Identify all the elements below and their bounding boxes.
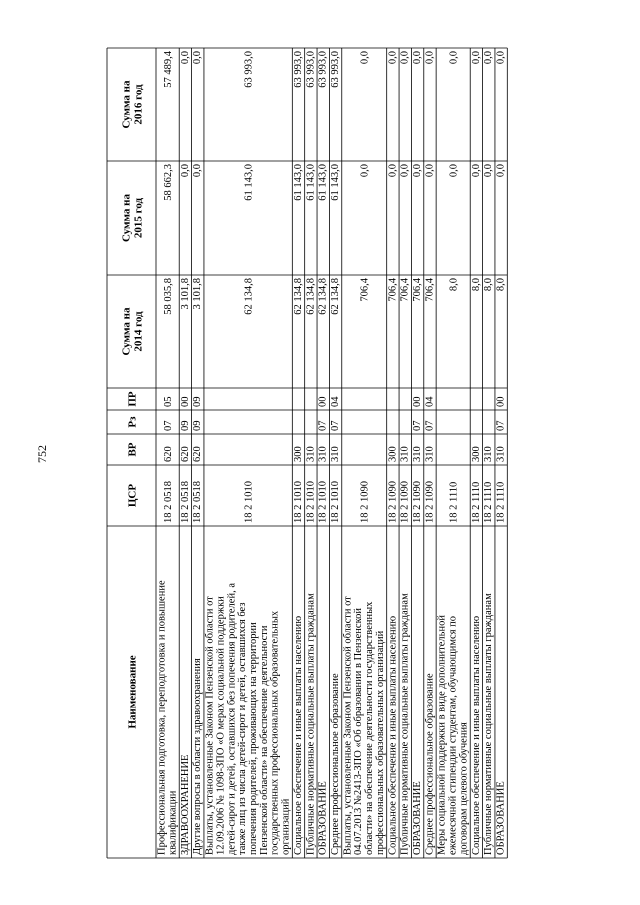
name-line: ОБРАЗОВАНИЕ [412,781,424,855]
table-row [424,51,435,855]
sum-2016-cell: 0,0 [424,51,436,65]
sum-2014-cell: 62 134,8 [317,278,329,315]
name-line: ежемесячной стипендии студентам, обучающимся по [447,615,459,855]
name-cell [412,781,423,855]
csr-cell: 18 2 1090 [387,481,399,523]
sum-2016-cell: 0,0 [192,51,204,65]
pr-cell: 00 [495,396,507,407]
sum-2015-cell: 0,0 [359,164,371,178]
sum-2015-cell: 0,0 [424,164,436,178]
vr-cell: 310 [483,446,495,462]
name-cell [387,616,398,855]
name-line: договорам целевого обучения [458,722,470,855]
rz-cell: 09 [179,420,191,431]
rz-cell: 09 [192,420,204,431]
name-cell [157,580,179,855]
rz-cell: 07 [317,420,329,431]
sum-2016-cell: 0,0 [387,51,399,65]
sum-2015-cell: 0,0 [192,164,204,178]
sum-2016-cell: 63 993,0 [317,51,329,88]
csr-cell: 18 2 0518 [163,481,175,523]
name-cell [496,781,507,855]
csr-cell: 18 2 1010 [243,481,255,523]
header-0: Наименование [126,655,139,729]
table-row [180,51,191,855]
vr-cell: 310 [412,446,424,462]
pr-cell: 00 [179,396,191,407]
table-row [318,51,329,855]
vr-cell: 310 [305,446,317,462]
table-row [157,50,179,855]
rz-cell: 07 [163,420,175,431]
name-line: Социальное обеспечение и иные выплаты населению [292,615,304,855]
table-row [496,51,507,855]
table-row [305,51,316,855]
csr-cell: 18 2 1090 [424,481,436,523]
sum-2015-cell: 0,0 [495,164,507,178]
name-cell [318,781,329,855]
vr-cell: 310 [317,446,329,462]
csr-cell: 18 2 1110 [483,481,495,523]
sum-2014-cell: 62 134,8 [243,278,255,315]
table-row [437,51,470,855]
rz-cell: 07 [412,420,424,431]
csr-cell: 18 2 1010 [305,481,317,523]
table-row [342,51,386,855]
sum-2015-cell: 0,0 [399,164,411,178]
name-cell [305,593,316,855]
page-number: 752 [35,445,49,463]
name-line: 12.09.2006 № 1098-ЗПО «О мерах социальной поддержки [215,596,227,855]
vr-cell: 310 [495,446,507,462]
budget-table [107,48,507,858]
name-line: профессиональных образовательных организаций [374,630,386,855]
name-cell [293,616,304,855]
rz-cell: 07 [495,420,507,431]
header-3: Рз [126,416,139,428]
csr-cell: 18 2 1090 [359,481,371,523]
vr-cell: 300 [387,446,399,462]
header-4: ПР [126,391,139,407]
name-line: также лиц из числа детей-сирот и детей, оставшихся без [237,602,249,855]
table-row [412,51,423,855]
header-7: Сумма на2016 год [120,80,145,129]
csr-cell: 18 2 1090 [399,481,411,523]
name-cell [342,596,386,855]
rz-cell: 07 [330,420,341,431]
name-line: попечения родителей, проживающих на территории [247,622,259,855]
name-line: ЗДРАВООХРАНЕНИЕ [179,754,191,855]
name-line: квалификации [167,790,179,855]
vr-cell: 620 [192,446,204,462]
sum-2015-cell: 61 143,0 [305,164,317,201]
vr-cell: 310 [399,446,411,462]
header-2: ВР [126,442,139,457]
sum-2014-cell: 58 035,8 [163,278,175,315]
vr-cell: 620 [163,446,175,462]
vr-cell: 300 [470,446,482,462]
sum-2014-cell: 706,4 [424,278,436,302]
sum-2014-cell: 3 101,8 [192,278,204,310]
csr-cell: 18 2 1010 [292,481,304,523]
sum-2015-cell: 0,0 [470,164,482,178]
name-cell [471,616,482,855]
table-row [330,51,341,855]
sum-2016-cell: 63 993,0 [305,51,317,88]
name-line: Среднее профессиональное образование [330,673,341,855]
name-line: ОБРАЗОВАНИЕ [495,781,507,855]
name-line: детей-сирот и детей, оставшихся без попечения родителей, а [226,583,238,855]
name-line: Выплаты, установленные Законом Пензенской области от [204,596,216,855]
sum-2016-cell: 0,0 [399,51,411,65]
csr-cell: 18 2 1110 [448,481,460,523]
sum-2016-cell: 63 993,0 [292,51,304,88]
name-cell [424,673,435,855]
name-line: организаций [280,798,292,855]
sum-2014-cell: 706,4 [412,278,424,302]
sum-2015-cell: 61 143,0 [330,164,341,201]
name-line: области» на обеспечение деятельности государственных [364,601,376,855]
name-line: Публичные нормативные социальные выплаты гражданам [305,593,317,855]
name-line: Социальное обеспечение и иные выплаты населению [470,615,482,855]
csr-cell: 18 2 0518 [192,481,204,523]
csr-cell: 18 2 1010 [330,481,341,523]
vr-cell: 310 [330,446,341,462]
name-line: Пензенской области» на обеспечение деятельности [258,625,270,855]
vr-cell: 300 [292,446,304,462]
sum-2016-cell: 0,0 [495,51,507,65]
sum-2014-cell: 62 134,8 [330,278,341,315]
sum-2016-cell: 0,0 [412,51,424,65]
pr-cell: 05 [163,396,175,407]
name-line: Профессиональная подготовка, переподготовка и повышение [156,580,168,855]
name-line: Социальное обеспечение и иные выплаты населению [387,615,399,855]
sum-2014-cell: 706,4 [399,278,411,302]
sum-2014-cell: 8,0 [495,278,507,292]
name-line: Меры социальной поддержки в виде дополнительной [436,615,448,855]
name-line: Среднее профессиональное образование [424,673,436,855]
table-row [293,51,304,855]
name-cell [205,583,292,855]
csr-cell: 18 2 1010 [317,481,329,523]
sum-2016-cell: 63 993,0 [330,51,341,88]
name-cell [437,615,470,855]
sum-2014-cell: 3 101,8 [179,278,191,310]
csr-cell: 18 2 0518 [179,481,191,523]
name-cell [483,593,494,855]
sum-2016-cell: 0,0 [470,51,482,65]
sum-2016-cell: 0,0 [179,51,191,65]
sum-2016-cell: 63 993,0 [243,51,255,88]
sum-2014-cell: 8,0 [483,278,495,292]
pr-cell: 04 [424,396,436,407]
sum-2015-cell: 0,0 [483,164,495,178]
sum-2016-cell: 0,0 [448,51,460,65]
pr-cell: 00 [317,396,329,407]
vr-cell: 310 [424,446,436,462]
csr-cell: 18 2 1110 [495,481,507,523]
csr-cell: 18 2 1090 [412,481,424,523]
vr-cell: 620 [179,446,191,462]
sum-2014-cell: 706,4 [387,278,399,302]
sum-2015-cell: 0,0 [387,164,399,178]
sum-2016-cell: 57 489,4 [163,51,175,88]
table-row [483,51,494,855]
sum-2015-cell: 61 143,0 [243,164,255,201]
sum-2014-cell: 8,0 [448,278,460,292]
name-line: Выплаты, установленные Законом Пензенской области от [342,596,354,855]
sum-2014-cell: 62 134,8 [305,278,317,315]
name-line: 04.07.2013 №2413-ЗПО «Об образовании в Пензенской [353,607,365,855]
sum-2015-cell: 61 143,0 [317,164,329,201]
name-line: Публичные нормативные социальные выплаты гражданам [483,593,495,855]
sum-2015-cell: 58 662,3 [163,164,175,201]
sum-2014-cell: 706,4 [359,278,371,302]
table-row [205,51,292,855]
sum-2015-cell: 0,0 [412,164,424,178]
name-cell [180,755,191,855]
header-6: Сумма на2015 год [120,193,145,243]
name-cell [330,673,341,855]
table-row [192,51,203,855]
pr-cell: 00 [412,396,424,407]
name-line: государственных профессиональных образовательных [269,610,281,855]
name-cell [192,658,203,855]
table-row [400,51,411,855]
sum-2015-cell: 0,0 [179,164,191,178]
table-row [387,51,398,855]
name-line: ОБРАЗОВАНИЕ [317,781,329,855]
table-row [471,51,482,855]
header-5: Сумма на2014 год [120,307,145,356]
sum-2015-cell: 0,0 [448,164,460,178]
name-line: Публичные нормативные социальные выплаты гражданам [399,593,411,855]
header-1: ЦСР [126,483,139,508]
sum-2016-cell: 0,0 [483,51,495,65]
sum-2014-cell: 8,0 [470,278,482,292]
sum-2014-cell: 62 134,8 [292,278,304,315]
name-line: Другие вопросы в области здравоохранения [192,658,204,855]
csr-cell: 18 2 1110 [470,481,482,523]
sum-2016-cell: 0,0 [359,51,371,65]
name-cell [400,593,411,855]
sum-2015-cell: 61 143,0 [292,164,304,201]
pr-cell: 09 [192,396,204,407]
rz-cell: 07 [424,420,436,431]
pr-cell: 04 [330,396,341,407]
